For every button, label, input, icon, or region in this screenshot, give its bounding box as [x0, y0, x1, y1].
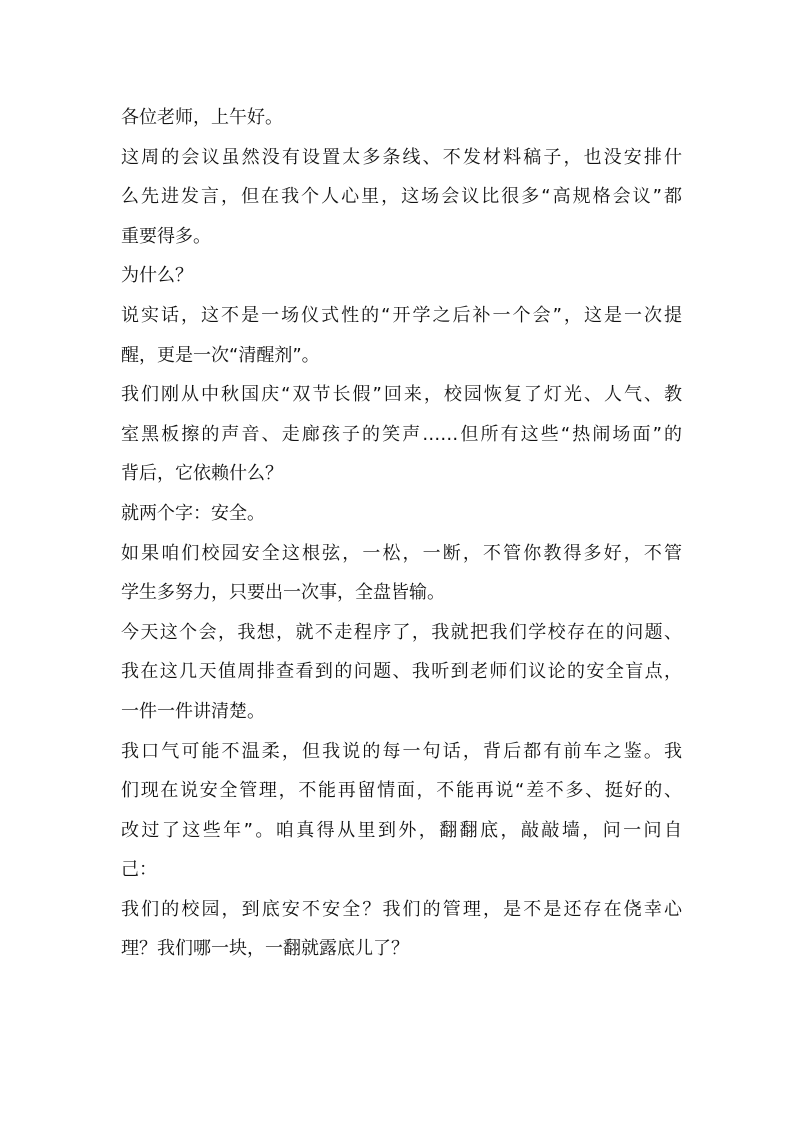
paragraph	[121, 256, 682, 296]
paragraph	[121, 296, 682, 375]
text-line: 改过了这些年”。咱真得从里到外，翻翻底，敲敲墙，问一问自	[121, 819, 682, 841]
text-line: 这周的会议虽然没有设置太多条线、不发材料稿子，也没安排什	[121, 146, 682, 168]
text-line: 们现在说安全管理，不能再留情面，不能再说“差不多、挺好的、	[121, 780, 682, 802]
text-line: 背后，它依赖什么？	[121, 463, 283, 485]
text-line: 如果咱们校园安全这根弦，一松，一断，不管你教得多好，不管	[121, 542, 682, 564]
text-line: 我在这几天值周排查看到的问题、我听到老师们议论的安全盲点，	[121, 661, 682, 683]
text-line: 我们的校园，到底安不安全？我们的管理，是不是还存在侥幸心	[121, 898, 682, 920]
text-line: 我们刚从中秋国庆“双节长假”回来，校园恢复了灯光、人气、教	[121, 384, 682, 406]
text-line: 醒，更是一次“清醒剂”。	[121, 344, 320, 366]
text-line: 己：	[121, 859, 157, 881]
text-line: 说实话，这不是一场仪式性的“开学之后补一个会”，这是一次提	[121, 304, 682, 326]
document-body	[121, 98, 682, 969]
paragraph	[121, 732, 682, 890]
text-line: 学生多努力，只要出一次事，全盘皆输。	[121, 582, 445, 604]
text-line: 么先进发言，但在我个人心里，这场会议比很多“高规格会议”都	[121, 186, 682, 208]
paragraph	[121, 375, 682, 494]
paragraph	[121, 494, 682, 534]
paragraph	[121, 98, 682, 138]
text-line: 就两个字：安全。	[121, 502, 265, 524]
text-line: 重要得多。	[121, 225, 211, 247]
text-line: 室黑板擦的声音、走廊孩子的笑声……但所有这些“热闹场面”的	[121, 423, 682, 445]
text-line: 为什么？	[121, 265, 193, 287]
text-line: 今天这个会，我想，就不走程序了，我就把我们学校存在的问题、	[121, 621, 682, 643]
paragraph	[121, 138, 682, 257]
text-line: 一件一件讲清楚。	[121, 700, 265, 722]
paragraph	[121, 613, 682, 732]
text-line: 我口气可能不温柔，但我说的每一句话，背后都有前车之鉴。我	[121, 740, 682, 762]
paragraph	[121, 890, 682, 969]
text-line: 各位老师，上午好。	[121, 107, 283, 128]
text-line: 理？我们哪一块，一翻就露底儿了？	[121, 938, 409, 960]
paragraph	[121, 534, 682, 613]
